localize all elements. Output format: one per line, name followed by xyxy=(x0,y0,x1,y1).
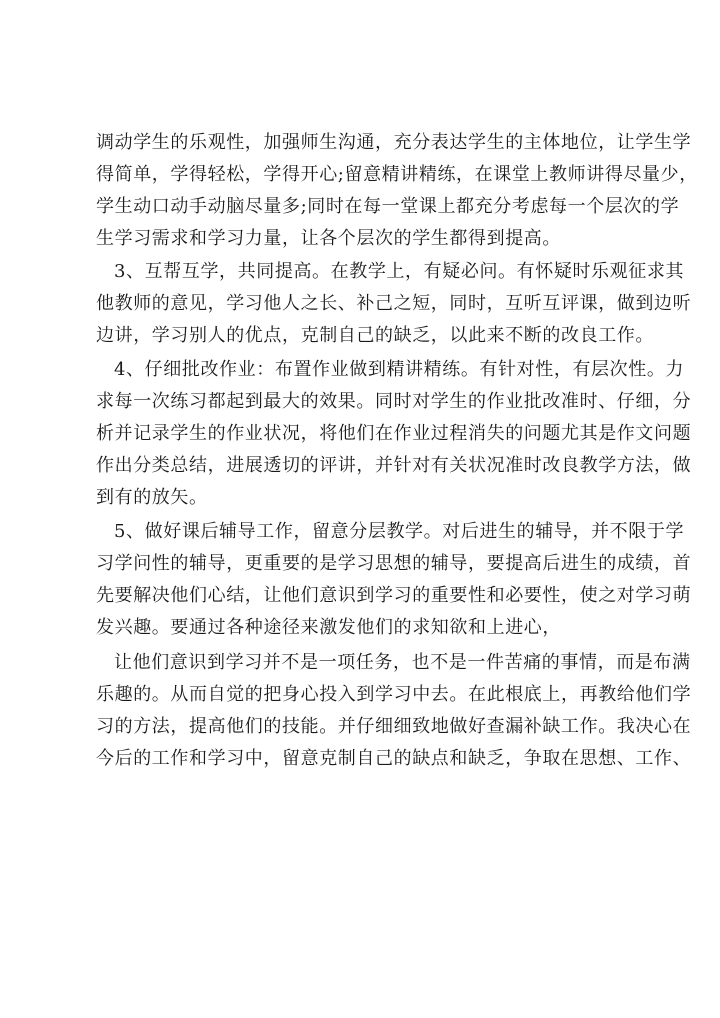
text-line: 乐趣的。从而自觉的把身心投入到学习中去。在此根底上，再教给他们学 xyxy=(96,684,692,705)
text-line: 他教师的意见，学习他人之长、补己之短，同时，互听互评课，做到边听 xyxy=(96,293,692,314)
text-line: 学生动口动手动脑尽量多;同时在每一堂课上都充分考虑每一个层次的学 xyxy=(96,196,680,217)
text-line: 边讲，学习别人的优点，克制自己的缺乏，以此来不断的改良工作。 xyxy=(96,325,654,346)
text-line: 让他们意识到学习并不是一项任务，也不是一件苦痛的事情，而是布满 xyxy=(114,652,691,673)
text-line: 今后的工作和学习中，留意克制自己的缺点和缺乏，争取在思想、工作、 xyxy=(96,748,692,769)
text-line: 5、做好课后辅导工作，留意分层教学。对后进生的辅导，并不限于学 xyxy=(114,521,685,542)
text-line: 调动学生的乐观性，加强师生沟通，充分表达学生的主体地位，让学生学 xyxy=(96,132,692,153)
text-line: 发兴趣。要通过各种途径来激发他们的求知欲和上进心， xyxy=(96,617,561,638)
text-line: 习学问性的辅导，更重要的是学习思想的辅导，要提高后进生的成绩，首 xyxy=(96,553,692,574)
text-line: 求每一次练习都起到最大的效果。同时对学生的作业批改准时、仔细，分 xyxy=(96,391,692,412)
text-line: 得简单，学得轻松，学得开心;留意精讲精练，在课堂上教师讲得尽量少， xyxy=(96,164,698,185)
text-line: 3、互帮互学，共同提高。在教学上，有疑必问。有怀疑时乐观征求其 xyxy=(114,261,685,282)
text-line: 4、仔细批改作业：布置作业做到精讲精练。有针对性，有层次性。力 xyxy=(114,359,685,380)
text-line: 生学习需求和学习力量，让各个层次的学生都得到提高。 xyxy=(96,228,561,249)
text-line: 先要解决他们心结，让他们意识到学习的重要性和必要性，使之对学习萌 xyxy=(96,585,692,606)
text-line: 习的方法，提高他们的技能。并仔细细致地做好查漏补缺工作。我决心在 xyxy=(96,716,692,737)
text-line: 作出分类总结，进展透切的评讲，并针对有关状况准时改良教学方法，做 xyxy=(96,455,692,476)
text-line: 析并记录学生的作业状况，将他们在作业过程消失的问题尤其是作文问题 xyxy=(96,423,692,444)
text-line: 到有的放矢。 xyxy=(96,487,208,508)
